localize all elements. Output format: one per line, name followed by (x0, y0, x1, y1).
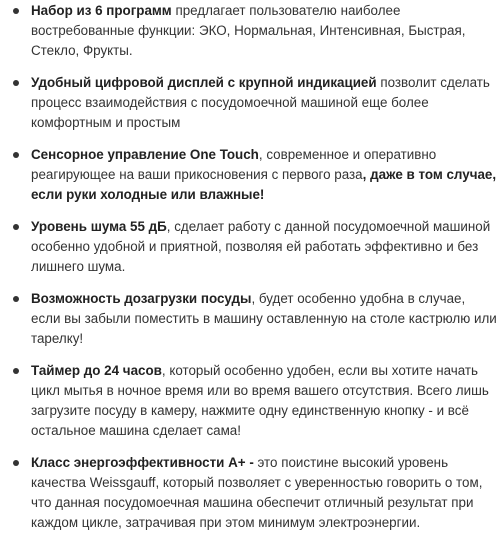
feature-title: Набор из 6 программ (31, 3, 172, 18)
feature-text: , будет особенно удобна в случае, если вы забыли поместить в машину оставленную на столе кастрюлю или тарелку! (31, 291, 497, 346)
list-item-touch-control (0, 145, 500, 205)
bullet-icon (13, 296, 19, 302)
feature-title: Уровень шума 55 дБ (31, 219, 167, 234)
feature-title: Класс энергоэффективности А+ - (31, 455, 254, 470)
bullet-icon (13, 224, 19, 230)
bullet-icon (13, 152, 19, 158)
feature-title: Возможность дозагрузки посуды (31, 291, 252, 306)
feature-title: Удобный цифровой дисплей с крупной индикацией (31, 75, 377, 90)
bullet-icon (13, 368, 19, 374)
feature-text: это поистине высокий уровень качества Weissgauff, который позволяет с уверенностью говорить о том, что данная посудомоечная машина обеспечит отличный результат при каждом цикле, затрачивая при этом минимум электроэнергии. (31, 455, 483, 530)
bullet-icon (13, 80, 19, 86)
list-item-programs (0, 1, 500, 61)
list-item-timer (0, 361, 500, 441)
feature-title: Таймер до 24 часов (31, 363, 162, 378)
bullet-icon (13, 8, 19, 14)
feature-text: , сделает работу с данной посудомоечной машиной особенно удобной и приятной, позволяя ей работать эффективно и без лишнего шума. (31, 219, 491, 274)
list-item-display (0, 73, 500, 133)
feature-text: , современное и оперативно реагирующее на ваши прикосновения с первого раза (31, 147, 437, 182)
bullet-icon (13, 460, 19, 466)
feature-text: предлагает пользователю наиболее востребованные функции: ЭКО, Нормальная, Интенсивная, Быстрая, Стекло, Фрукты. (31, 3, 466, 58)
feature-emphasis: , даже в том случае, если руки холодные или влажные! (31, 167, 497, 202)
list-item-energy-class (0, 453, 500, 533)
list-item-noise-level (0, 217, 500, 277)
list-item-reload (0, 289, 500, 349)
feature-text: позволит сделать процесс взаимодействия с посудомоечной машиной еще более комфортным и простым (31, 75, 490, 130)
feature-title: Сенсорное управление One Touch (31, 147, 259, 162)
feature-text: , который особенно удобен, если вы хотите начать цикл мытья в ночное время или во время вашего отсутствия. Всего лишь загрузите посуду в камеру, нажмите одну единственную кнопку - и всё остальное машина сделает сама! (31, 363, 489, 438)
